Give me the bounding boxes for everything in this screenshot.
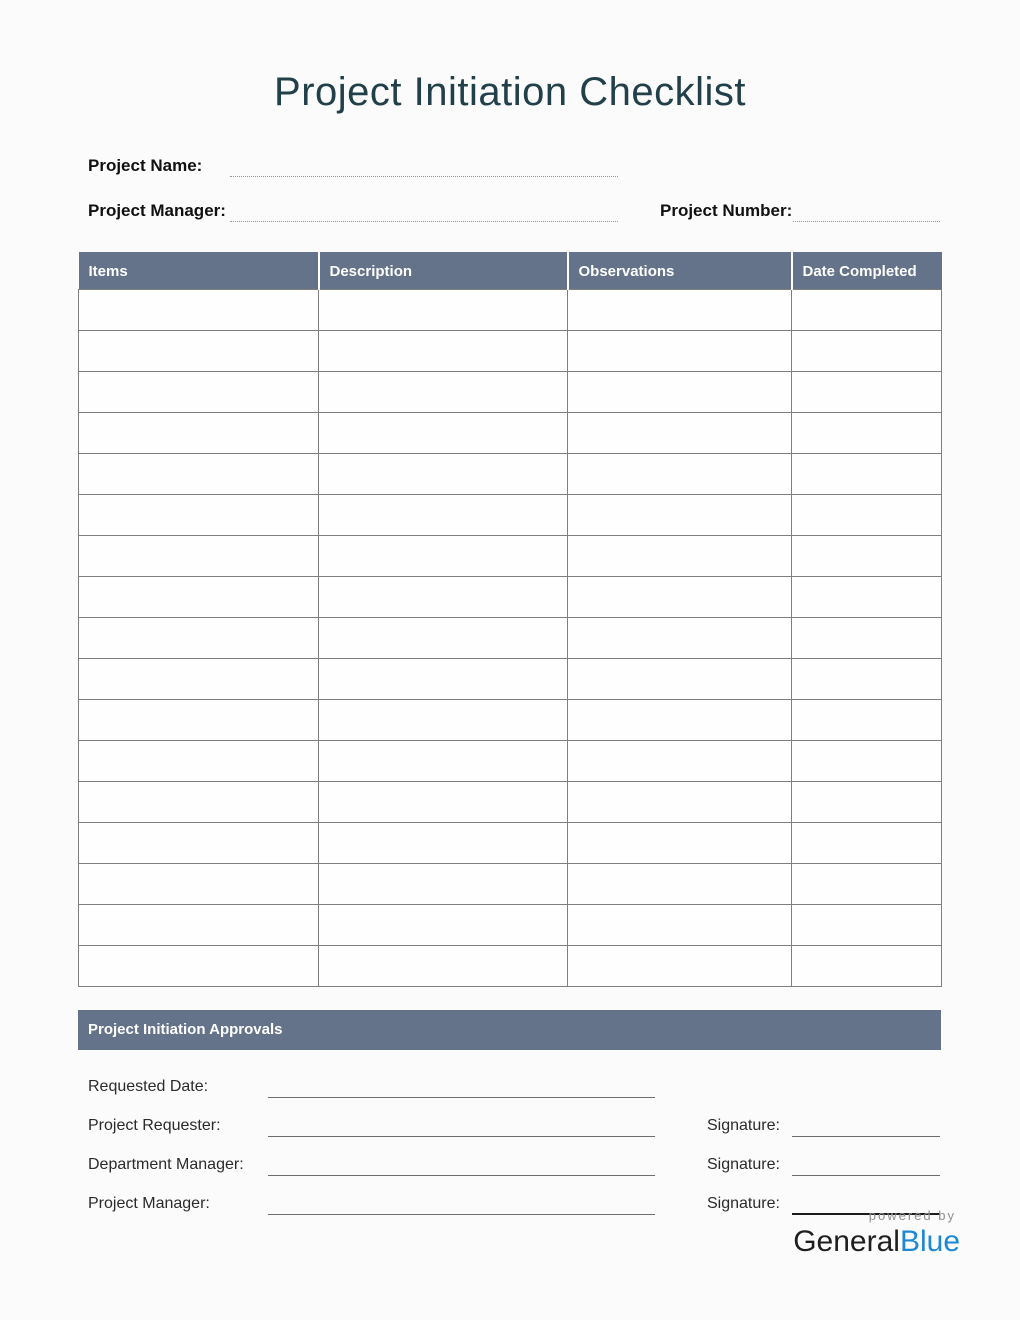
table-cell[interactable] (568, 905, 792, 946)
table-cell[interactable] (319, 413, 568, 454)
department-manager-label: Department Manager: (88, 1156, 244, 1173)
table-cell[interactable] (319, 577, 568, 618)
table-cell[interactable] (319, 864, 568, 905)
table-row (79, 536, 942, 577)
project-manager-approval-label: Project Manager: (88, 1195, 210, 1212)
table-cell[interactable] (792, 782, 942, 823)
table-row (79, 741, 942, 782)
table-cell[interactable] (792, 659, 942, 700)
table-cell[interactable] (792, 618, 942, 659)
dept-manager-signature-label: Signature: (707, 1156, 780, 1173)
table-cell[interactable] (79, 454, 319, 495)
table-cell[interactable] (568, 372, 792, 413)
table-cell[interactable] (792, 905, 942, 946)
checklist-body (79, 290, 942, 987)
table-cell[interactable] (79, 905, 319, 946)
table-cell[interactable] (319, 536, 568, 577)
table-row (79, 495, 942, 536)
table-cell[interactable] (568, 536, 792, 577)
table-cell[interactable] (79, 946, 319, 987)
general-blue-logo (793, 1225, 960, 1259)
table-cell[interactable] (568, 290, 792, 331)
project-name-field[interactable] (230, 156, 618, 177)
table-cell[interactable] (568, 577, 792, 618)
table-cell[interactable] (79, 618, 319, 659)
table-row (79, 782, 942, 823)
table-cell[interactable] (792, 495, 942, 536)
table-cell[interactable] (568, 618, 792, 659)
requested-date-label: Requested Date: (88, 1078, 209, 1095)
project-manager-signature-label: Signature: (707, 1195, 780, 1212)
checklist-header-row (79, 253, 942, 290)
table-row (79, 659, 942, 700)
table-cell[interactable] (792, 536, 942, 577)
table-cell[interactable] (568, 659, 792, 700)
brand-footer (793, 1208, 960, 1259)
table-cell[interactable] (568, 782, 792, 823)
table-row (79, 700, 942, 741)
checklist-table (78, 252, 942, 987)
table-cell[interactable] (319, 290, 568, 331)
table-cell[interactable] (568, 413, 792, 454)
table-cell[interactable] (792, 290, 942, 331)
column-header-description: Description (319, 253, 568, 290)
table-row (79, 372, 942, 413)
project-manager-approval-field[interactable] (268, 1192, 655, 1215)
column-header-observations: Observations (568, 253, 792, 290)
project-name-label: Project Name: (88, 156, 203, 175)
table-cell[interactable] (319, 659, 568, 700)
table-cell[interactable] (79, 864, 319, 905)
table-cell[interactable] (568, 700, 792, 741)
project-requester-row (88, 1111, 940, 1137)
requester-signature-label: Signature: (707, 1117, 780, 1134)
project-name-row (88, 153, 940, 177)
table-cell[interactable] (568, 331, 792, 372)
table-cell[interactable] (79, 536, 319, 577)
page-title: Project Initiation Checklist (274, 70, 746, 114)
table-cell[interactable] (792, 700, 942, 741)
table-cell[interactable] (319, 372, 568, 413)
table-row (79, 946, 942, 987)
project-requester-label: Project Requester: (88, 1117, 221, 1134)
powered-by-text: powered by (868, 1208, 956, 1223)
brand-general-text: General (793, 1225, 900, 1258)
brand-blue-text: Blue (899, 1225, 960, 1258)
project-manager-label: Project Manager: (88, 201, 226, 220)
table-cell[interactable] (79, 700, 319, 741)
table-cell[interactable] (319, 782, 568, 823)
table-cell[interactable] (319, 741, 568, 782)
table-cell[interactable] (79, 331, 319, 372)
table-row (79, 577, 942, 618)
table-cell[interactable] (319, 618, 568, 659)
table-row (79, 905, 942, 946)
table-cell[interactable] (792, 741, 942, 782)
project-number-label: Project Number: (660, 201, 793, 220)
table-cell[interactable] (319, 331, 568, 372)
table-cell[interactable] (79, 495, 319, 536)
table-cell[interactable] (792, 823, 942, 864)
table-row (79, 413, 942, 454)
column-header-items: Items (79, 253, 319, 290)
project-manager-field[interactable] (230, 201, 618, 222)
table-cell[interactable] (792, 946, 942, 987)
table-cell[interactable] (79, 372, 319, 413)
table-cell[interactable] (319, 454, 568, 495)
table-cell[interactable] (79, 290, 319, 331)
table-cell[interactable] (568, 741, 792, 782)
table-cell[interactable] (319, 495, 568, 536)
project-manager-row (88, 198, 940, 222)
table-cell[interactable] (568, 454, 792, 495)
table-row (79, 618, 942, 659)
table-cell[interactable] (319, 823, 568, 864)
table-cell[interactable] (792, 331, 942, 372)
requested-date-row (88, 1072, 940, 1098)
table-cell[interactable] (79, 741, 319, 782)
table-cell[interactable] (568, 946, 792, 987)
table-row (79, 331, 942, 372)
table-cell[interactable] (568, 495, 792, 536)
table-cell[interactable] (319, 700, 568, 741)
approvals-section-header: Project Initiation Approvals (78, 1010, 941, 1050)
dept-manager-signature-field[interactable] (792, 1153, 940, 1176)
meta-fields (88, 153, 940, 222)
table-cell[interactable] (792, 864, 942, 905)
table-cell[interactable] (568, 864, 792, 905)
table-cell[interactable] (79, 577, 319, 618)
table-row (79, 823, 942, 864)
table-cell[interactable] (79, 823, 319, 864)
department-manager-field[interactable] (268, 1153, 655, 1176)
table-row (79, 864, 942, 905)
table-cell[interactable] (79, 413, 319, 454)
table-cell[interactable] (792, 372, 942, 413)
requested-date-field[interactable] (268, 1075, 655, 1098)
table-cell[interactable] (792, 577, 942, 618)
approvals-section (88, 1072, 940, 1215)
project-number-field[interactable] (793, 201, 940, 222)
table-cell[interactable] (79, 659, 319, 700)
table-cell[interactable] (792, 454, 942, 495)
table-cell[interactable] (319, 946, 568, 987)
project-requester-field[interactable] (268, 1114, 655, 1137)
table-cell[interactable] (79, 782, 319, 823)
table-cell[interactable] (568, 823, 792, 864)
requester-signature-field[interactable] (792, 1114, 940, 1137)
table-cell[interactable] (319, 905, 568, 946)
department-manager-row (88, 1150, 940, 1176)
table-row (79, 454, 942, 495)
column-header-date-completed: Date Completed (792, 253, 942, 290)
table-row (79, 290, 942, 331)
table-cell[interactable] (792, 413, 942, 454)
